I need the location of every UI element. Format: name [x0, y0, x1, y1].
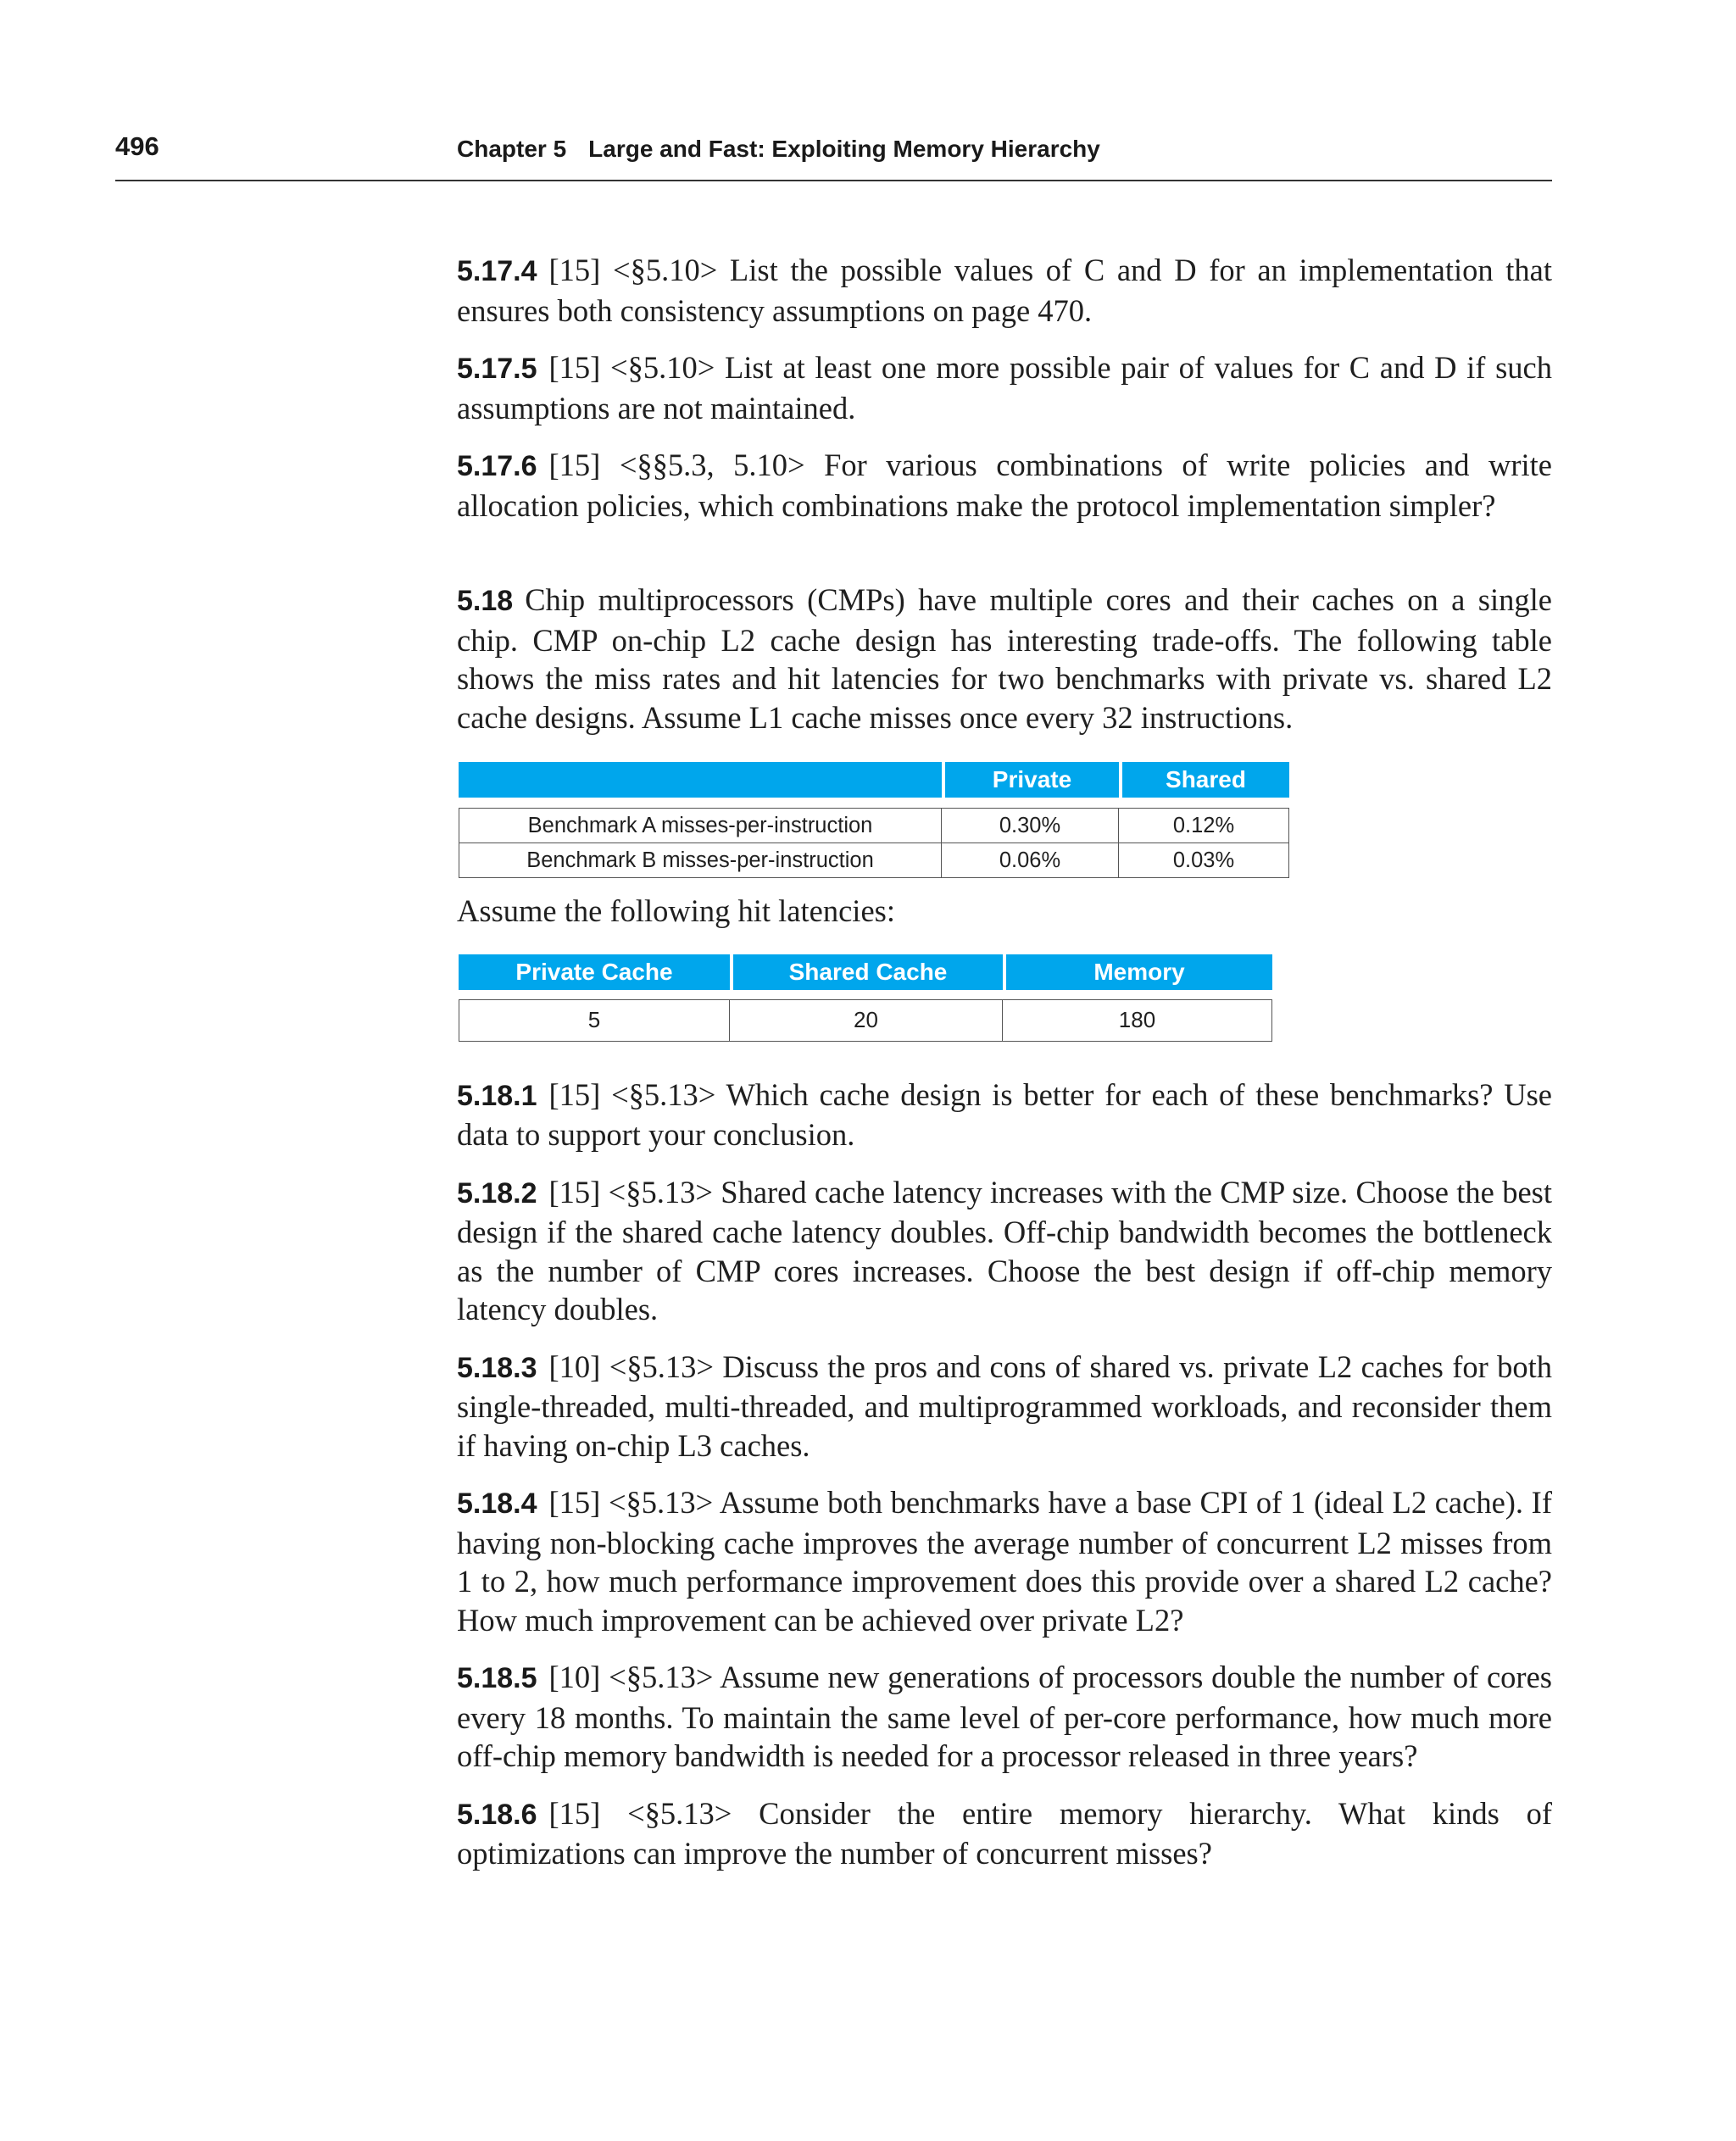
hit-latency-intro: Assume the following hit latencies:: [457, 893, 895, 928]
question-number: 5.18.6: [457, 1798, 537, 1831]
exercise-5-17-5: [457, 348, 1552, 427]
exercise-text: Chip multiprocessors (CMPs) have multiple cores and their caches on a single chip. CMP on-chip L2 cache design has interesting trade-offs. The following table shows the miss rates and hit latencies for two benchmarks with private vs. shared L2 cache designs. Assume L1 cache misses once every 32 instructions.: [457, 582, 1552, 735]
table-header-cell: Private: [942, 762, 1119, 798]
table-header-row: [459, 762, 1289, 798]
question-text: [15] <§5.13> Which cache design is better for each of these benchmarks? Use data to support your conclusion.: [457, 1076, 1552, 1152]
exercise-number: 5.18: [457, 585, 514, 617]
exercise-number: 5.17.5: [457, 353, 537, 385]
table-header-cell: Private Cache: [459, 954, 730, 990]
exercise-number: 5.17.6: [457, 450, 537, 482]
exercise-5-17-4: [457, 251, 1552, 330]
table-header-cell: [459, 762, 942, 798]
question-text: [10] <§5.13> Assume new generations of processors double the number of cores every 18 months. To maintain the same level of per-core performance, how much more off-chip memory bandwidth is needed for a processor released in three years?: [457, 1660, 1552, 1773]
chapter-title: Large and Fast: Exploiting Memory Hierarchy: [588, 136, 1100, 162]
table-cell: 0.06%: [942, 843, 1119, 878]
table-row: [459, 999, 1272, 1042]
question-text: [15] <§5.13> Assume both benchmarks have a base CPI of 1 (ideal L2 cache). If having non-blocking cache improves the average number of concurrent L2 misses from 1 to 2, how much performance improvement does this provide over a shared L2 cache? How much improvement can be achieved over private L2?: [457, 1485, 1552, 1638]
question-number: 5.18.4: [457, 1488, 537, 1520]
table-cell: Benchmark A misses-per-instruction: [459, 808, 942, 843]
table-cell: 5: [459, 999, 730, 1042]
exercise-text: [15] <§§5.3, 5.10> For various combinations of write policies and write allocation policies, which combinations make the protocol implementation simpler?: [457, 448, 1552, 523]
exercise-text: [15] <§5.10> List the possible values of C and D for an implementation that ensures both consistency assumptions on page 470.: [457, 253, 1552, 328]
running-head: [457, 136, 1100, 163]
question-number: 5.18.3: [457, 1351, 537, 1384]
table-cell: 0.03%: [1119, 843, 1289, 878]
exercise-5-17-6: [457, 446, 1552, 525]
table-header-cell: Memory: [1003, 954, 1272, 990]
exercise-number: 5.17.4: [457, 255, 537, 287]
question-text: [15] <§5.13> Consider the entire memory hierarchy. What kinds of optimizations can improve the number of concurrent misses?: [457, 1795, 1552, 1871]
table-header-row: [459, 954, 1272, 990]
question-5-18-6: [457, 1794, 1552, 1873]
chapter-label: Chapter 5: [457, 136, 567, 162]
exercise-5-18: [457, 581, 1552, 737]
question-5-18-5: [457, 1658, 1552, 1776]
question-text: [10] <§5.13> Discuss the pros and cons of shared vs. private L2 caches for both single-threaded, multi-threaded, and multiprogrammed workloads, and reconsider them if having on-chip L3 caches.: [457, 1349, 1552, 1463]
question-5-18-3: [457, 1348, 1552, 1465]
header-rule: [115, 180, 1552, 181]
question-number: 5.18.2: [457, 1176, 537, 1210]
table-row: [459, 843, 1289, 878]
miss-rate-table: [459, 762, 1289, 878]
table-cell: Benchmark B misses-per-instruction: [459, 843, 942, 878]
question-text: [15] <§5.13> Shared cache latency increases with the CMP size. Choose the best design if the shared cache latency doubles. Off-chip bandwidth becomes the bottleneck as the number of CMP cores increases. Choose the best design if off-chip memory latency doubles.: [457, 1174, 1552, 1326]
table-cell: 0.12%: [1119, 808, 1289, 843]
question-5-18-1: [457, 1076, 1552, 1154]
table-row: [459, 808, 1289, 843]
table-header-cell: Shared: [1119, 762, 1289, 798]
table-cell: 20: [730, 999, 1003, 1042]
question-5-18-4: [457, 1483, 1552, 1639]
question-number: 5.18.5: [457, 1662, 537, 1694]
table-cell: 0.30%: [942, 808, 1119, 843]
table-header-cell: Shared Cache: [730, 954, 1003, 990]
page-number: 496: [115, 131, 159, 161]
hit-latency-table: [459, 954, 1272, 1042]
page-content: [457, 251, 1552, 1873]
question-number: 5.18.1: [457, 1079, 537, 1112]
table-cell: 180: [1003, 999, 1272, 1042]
question-5-18-2: [457, 1173, 1552, 1329]
exercise-text: [15] <§5.10> List at least one more possible pair of values for C and D if such assumptions are not maintained.: [457, 350, 1552, 425]
